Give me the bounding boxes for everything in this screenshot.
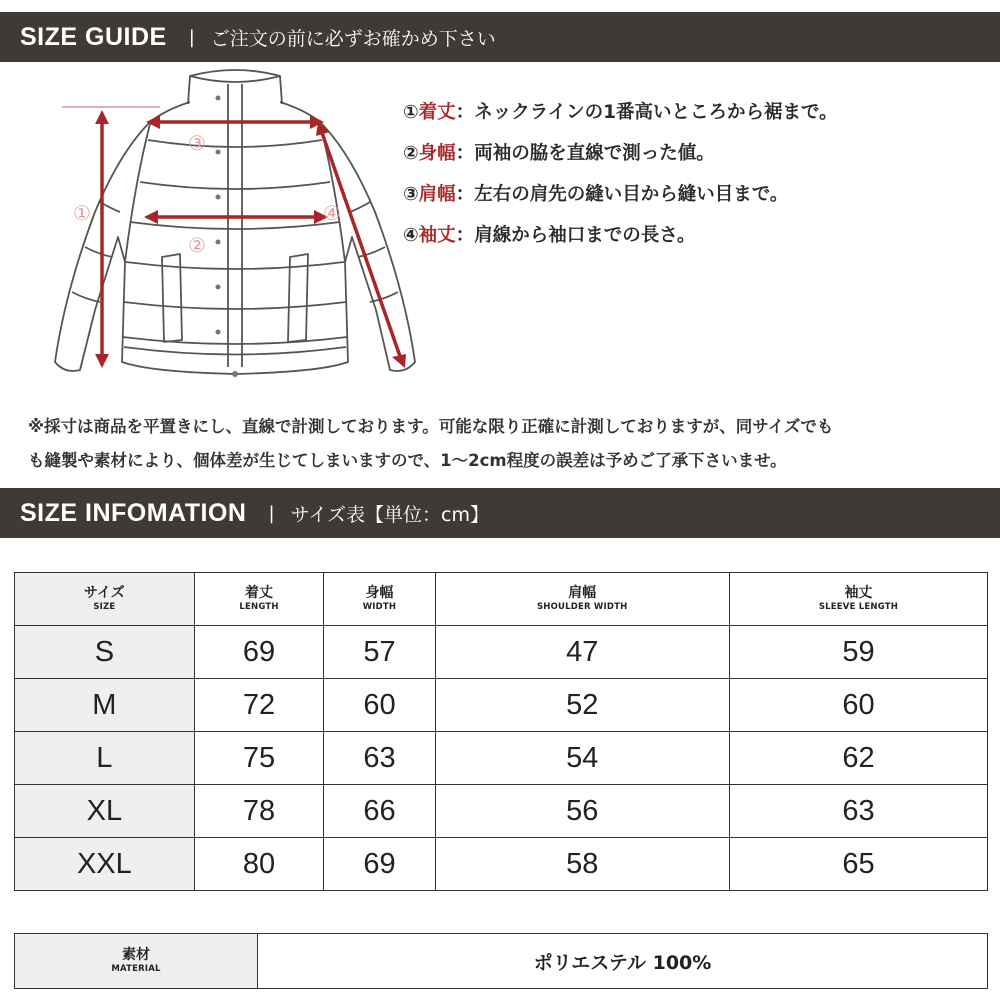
size-label: L — [15, 732, 195, 785]
legend-item-shoulder: ③肩幅：左右の肩先の縫い目から縫い目まで。 — [403, 184, 789, 205]
table-row — [15, 679, 988, 732]
material-value: ポリエステル 100% — [258, 934, 988, 989]
size-info-title: SIZE INFOMATION — [20, 498, 247, 527]
table-cell: 58 — [435, 838, 729, 891]
size-table-header-row — [15, 573, 988, 626]
table-cell: 65 — [729, 838, 987, 891]
table-row — [15, 838, 988, 891]
legend-item-width: ②身幅：両袖の脇を直線で測った値。 — [403, 143, 715, 164]
table-cell: 57 — [324, 626, 435, 679]
table-row — [15, 626, 988, 679]
table-cell: 66 — [324, 785, 435, 838]
size-label: XXL — [15, 838, 195, 891]
table-cell: 63 — [729, 785, 987, 838]
header-length: 着丈 LENGTH — [194, 573, 324, 626]
marker-2: ② — [188, 233, 206, 257]
header-shoulder-width: 肩幅 SHOULDER WIDTH — [435, 573, 729, 626]
size-guide-title: SIZE GUIDE — [20, 22, 167, 51]
marker-3: ③ — [188, 131, 206, 155]
table-cell: 63 — [324, 732, 435, 785]
table-row — [15, 732, 988, 785]
table-cell: 78 — [194, 785, 324, 838]
header-separator: | — [268, 502, 275, 524]
table-cell: 69 — [324, 838, 435, 891]
note-line-2: も縫製や素材により、個体差が生じてしまいますので、1〜2cm程度の誤差は予めご了承下さいませ。 — [28, 451, 787, 470]
marker-1: ① — [73, 201, 91, 225]
measurement-note — [28, 410, 978, 478]
table-cell: 52 — [435, 679, 729, 732]
table-cell: 60 — [729, 679, 987, 732]
table-cell: 59 — [729, 626, 987, 679]
size-label: XL — [15, 785, 195, 838]
legend-item-length: ①着丈：ネックラインの1番高いところから裾まで。 — [403, 102, 838, 123]
material-label: 素材 MATERIAL — [15, 934, 258, 989]
table-cell: 54 — [435, 732, 729, 785]
table-cell: 75 — [194, 732, 324, 785]
legend-item-sleeve: ④袖丈：肩線から袖口までの長さ。 — [403, 225, 696, 246]
table-row — [15, 785, 988, 838]
table-cell: 80 — [194, 838, 324, 891]
material-row — [15, 934, 988, 989]
jacket-measurement-diagram — [40, 62, 430, 387]
table-cell: 72 — [194, 679, 324, 732]
marker-4: ④ — [323, 201, 341, 225]
table-cell: 69 — [194, 626, 324, 679]
size-guide-header — [0, 12, 1000, 62]
measurement-legend — [403, 92, 838, 256]
header-size: サイズ SIZE — [15, 573, 195, 626]
table-cell: 60 — [324, 679, 435, 732]
material-table — [14, 933, 988, 989]
size-guide-subtitle: ご注文の前に必ずお確かめ下さい — [210, 27, 496, 50]
header-separator: | — [188, 26, 195, 48]
size-info-subtitle: サイズ表【単位：cm】 — [290, 503, 489, 526]
table-cell: 56 — [435, 785, 729, 838]
table-cell: 62 — [729, 732, 987, 785]
header-sleeve-length: 袖丈 SLEEVE LENGTH — [729, 573, 987, 626]
note-line-1: ※採寸は商品を平置きにし、直線で計測しております。可能な限り正確に計測しておりますが、同サイズでも — [28, 417, 834, 436]
header-width: 身幅 WIDTH — [324, 573, 435, 626]
size-label: S — [15, 626, 195, 679]
table-cell: 47 — [435, 626, 729, 679]
size-table — [14, 572, 988, 891]
size-label: M — [15, 679, 195, 732]
size-info-header — [0, 488, 1000, 538]
